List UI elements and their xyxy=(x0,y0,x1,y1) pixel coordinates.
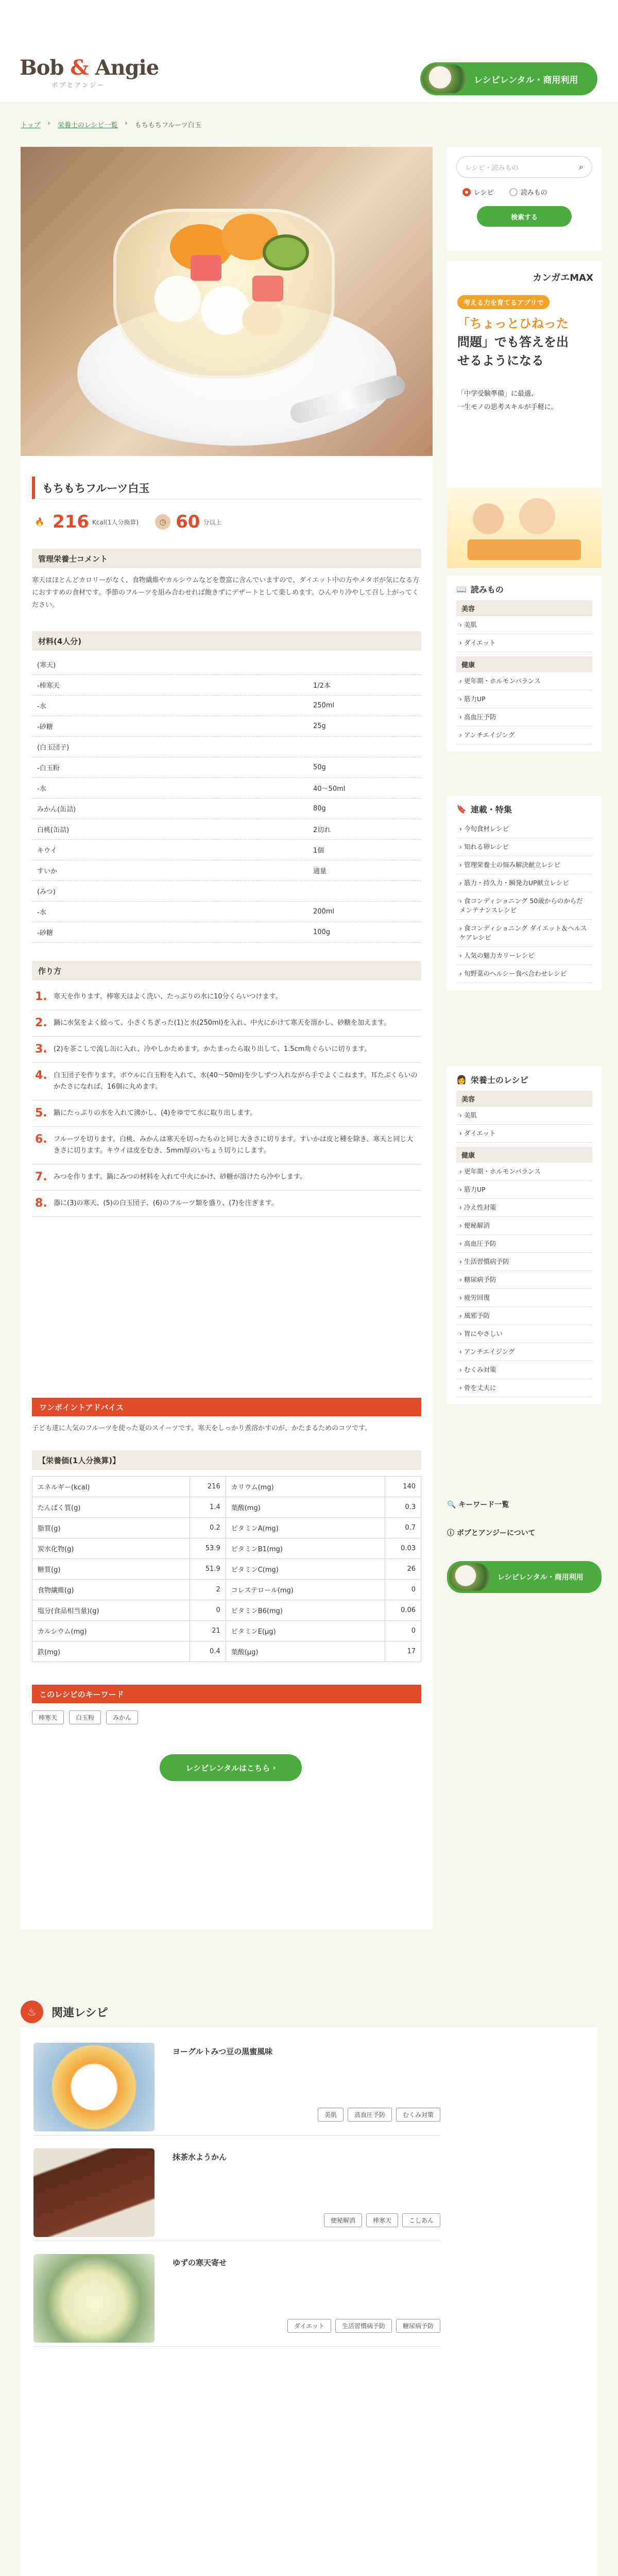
ingredient-amount: 50g xyxy=(313,764,326,771)
ingredient-name: すいか xyxy=(37,868,58,875)
step-text: 鍋に水気をよく絞って、小さくちぎった(1)と水(250ml)を入れ、中火にかけて寒天を溶かし、砂糖を加えます。 xyxy=(54,1019,391,1027)
radio-recipe[interactable]: レシピ xyxy=(462,187,494,197)
nutrition-label: カリウム(mg) xyxy=(226,1477,385,1497)
fire-icon: ♨ xyxy=(21,2001,43,2023)
step-number: 8. xyxy=(35,1197,47,1210)
sidebar-recipe-item[interactable]: › 疲労回復 xyxy=(456,1289,592,1307)
ingredient-amount: 25g xyxy=(313,722,326,730)
step-item xyxy=(32,1164,421,1191)
nutrition-value: 0.2 xyxy=(190,1518,226,1538)
ingredient-name: -砂糖 xyxy=(37,723,53,731)
nutrition-label: 鉄(mg) xyxy=(32,1641,190,1662)
sidebar-recipe-item[interactable]: › 高血圧予防 xyxy=(456,1235,592,1253)
comment-heading: 管理栄養士コメント xyxy=(32,549,421,568)
sidebar-article-item[interactable]: › 美肌 xyxy=(456,616,592,634)
related-tags xyxy=(287,2319,440,2333)
nutrition-value: 1.4 xyxy=(190,1497,226,1518)
rental-button[interactable]: レシピレンタルはこちら › xyxy=(160,1754,302,1781)
related-tag[interactable]: むくみ対策 xyxy=(396,2108,440,2122)
flame-icon: 🔥 xyxy=(35,517,45,527)
header-banner-label: レシピレンタル・商用利用 xyxy=(474,75,578,86)
nutrition-label: 炭水化物(g) xyxy=(32,1538,190,1559)
related-tags xyxy=(324,2213,440,2227)
sidebar-recipe-item[interactable]: › 骨を丈夫に xyxy=(456,1379,592,1397)
sidebar-series-item[interactable]: › 旬野菜のヘルシー食べ合わせレシピ xyxy=(456,965,592,983)
step-item xyxy=(32,1037,421,1063)
banner-food-image xyxy=(422,64,467,93)
time-unit: 分以上 xyxy=(203,518,222,526)
sidebar-series-item[interactable]: › 食コンディショニング ダイエット＆ヘルスケアレシピ xyxy=(456,920,592,947)
ingredient-amount: 100g xyxy=(313,928,331,936)
ingredient-amount: 1/2本 xyxy=(313,682,331,690)
step-item xyxy=(32,984,421,1010)
keyword-tag[interactable]: みかん xyxy=(106,1710,138,1724)
comment-text: 寒天はほとんどカロリーがなく、食物繊維やカルシウムなどを豊富に含んでいますので、ダイエット中の方やメタボが気になる方におすすめの食材です。季節のフルーツを組み合わせれば飽きずにデザートとして楽しめます。ひんやり冷やして召し上がってください。 xyxy=(32,577,419,609)
sidebar-series-item[interactable]: › 管理栄養士の悩み解決献立レシピ xyxy=(456,856,592,874)
nutrition-value: 0.06 xyxy=(385,1600,421,1621)
sidebar-recipe-item[interactable]: › むくみ対策 xyxy=(456,1361,592,1379)
ingredient-amount: 1個 xyxy=(313,847,324,855)
keywords-heading: このレシピのキーワード xyxy=(32,1685,421,1703)
related-item[interactable] xyxy=(33,2143,440,2241)
sidebar-article-item[interactable]: › 高血圧予防 xyxy=(456,708,592,726)
ingredient-list xyxy=(32,654,421,943)
related-image xyxy=(33,2254,154,2343)
info-icon: ⓘ xyxy=(447,1529,454,1537)
nutrition-value: 0 xyxy=(385,1621,421,1641)
step-text: 白玉団子を作ります。ボウルに白玉粉を入れて、水(40～50ml)を少しずつ入れながら手でよくこねます。耳たぶくらいのかたさになれば、16個に丸めます。 xyxy=(54,1072,418,1091)
nutrition-value: 21 xyxy=(190,1621,226,1641)
step-text: みつを作ります。鍋にみつの材料を入れて中火にかけ、砂糖が溶けたら冷やします。 xyxy=(54,1173,306,1181)
search-panel xyxy=(447,147,602,251)
banner-food-image xyxy=(449,1563,490,1591)
ingredient-row xyxy=(32,716,421,737)
kcal-value: 216 xyxy=(53,512,89,532)
sidebar-article-item[interactable]: › 更年期・ホルモンバランス xyxy=(456,672,592,690)
breadcrumb-current: もちもちフルーツ白玉 xyxy=(134,122,201,129)
nutrition-value: 140 xyxy=(385,1477,421,1497)
related-tag[interactable]: 便秘解消 xyxy=(324,2213,362,2227)
step-item xyxy=(32,1100,421,1127)
nutrition-value: 51.9 xyxy=(190,1559,226,1580)
nutrition-value: 0 xyxy=(190,1600,226,1621)
keyword-list xyxy=(32,1710,421,1724)
nutrition-row xyxy=(32,1600,421,1621)
nutrition-row xyxy=(32,1518,421,1538)
ingredient-name: -水 xyxy=(37,909,46,917)
nutrition-label: 糖質(g) xyxy=(32,1559,190,1580)
nutrition-value: 2 xyxy=(190,1580,226,1600)
dietitian-icon: 👩 xyxy=(456,1075,467,1084)
related-tags xyxy=(318,2108,440,2122)
ad-tag: 考える力を育てるアプリで xyxy=(457,295,550,309)
ingredient-row xyxy=(32,696,421,716)
logo-bob: Bob xyxy=(20,56,64,80)
ingredient-amount: 250ml xyxy=(313,702,335,709)
ingredient-row xyxy=(32,799,421,819)
related-image xyxy=(33,2043,154,2131)
sidebar-articles: 📖 読みもの 美容 › 美肌 › ダイエット 健康 › 更年期・ホルモンバランス › 筋力UP › 高血圧予防 › アンチエイジング xyxy=(447,576,602,752)
ingredient-row xyxy=(32,737,421,757)
sidebar-series-item[interactable]: › 知れる卵レシピ xyxy=(456,838,592,856)
ingredient-row xyxy=(32,819,421,840)
step-item xyxy=(32,1127,421,1164)
ingredient-amount: 80g xyxy=(313,805,326,812)
site-header xyxy=(0,0,618,103)
sidebar-rental-banner[interactable]: レシピレンタル・商用利用 xyxy=(447,1561,602,1593)
sidebar-article-item[interactable]: › アンチエイジング xyxy=(456,726,592,744)
clock-icon: ◷ xyxy=(155,514,170,530)
sidebar-series-item[interactable]: › 筋力・持久力・瞬発力UP献立レシピ xyxy=(456,874,592,892)
site-logo[interactable] xyxy=(20,56,159,89)
ingredient-row xyxy=(32,778,421,799)
related-tag[interactable]: こしあん xyxy=(402,2213,440,2227)
nutrition-row xyxy=(32,1621,421,1641)
step-text: 鍋にたっぷりの水を入れて沸かし、(4)をゆでて水に取り出します。 xyxy=(54,1109,257,1117)
nutrition-label: 脂質(g) xyxy=(32,1518,190,1538)
sidebar-recipe-item[interactable]: › 美肌 xyxy=(456,1107,592,1125)
ad-line-2: 問題」でも答えを出 xyxy=(457,335,569,349)
nutrition-value: 0.7 xyxy=(385,1518,421,1538)
nutrition-label: 食物繊維(g) xyxy=(32,1580,190,1600)
sidebar-recipe-item[interactable]: › 更年期・ホルモンバランス xyxy=(456,1163,592,1181)
nutrition-row xyxy=(32,1559,421,1580)
ad-brand: カンガエMAX xyxy=(533,273,593,283)
sidebar-recipe-item[interactable]: › 生活習慣病予防 xyxy=(456,1253,592,1271)
breadcrumb: トップ › 栄養士のレシピ一覧 › もちもちフルーツ白玉 xyxy=(21,120,201,129)
sidebar-recipe-item[interactable]: › 筋力UP xyxy=(456,1181,592,1199)
advice-text: 子ども達に人気のフルーツを使った夏のスイーツです。寒天をしっかり煮溶かすのが、かたまるためのコツです。 xyxy=(32,1425,372,1432)
about-link[interactable]: ⓘ ボブとアンジーについて xyxy=(447,1529,536,1537)
logo-amp: & xyxy=(70,56,89,80)
logo-angie: Angie xyxy=(95,56,159,80)
related-item[interactable] xyxy=(33,2249,440,2347)
nutrition-row xyxy=(32,1580,421,1600)
nutrition-label: ビタミンE(μg) xyxy=(226,1621,385,1641)
ingredient-amount: 2切れ xyxy=(313,826,331,834)
ingredient-name: (白玉団子) xyxy=(37,744,70,752)
nutrition-row xyxy=(32,1477,421,1497)
sidebar-recipe-item[interactable]: › 冷え性対策 xyxy=(456,1199,592,1217)
search-button[interactable]: 検索する xyxy=(477,206,572,227)
step-number: 7. xyxy=(35,1171,47,1183)
sidebar-article-item[interactable]: › ダイエット xyxy=(456,634,592,652)
step-number: 5. xyxy=(35,1107,47,1120)
nutrition-label: 塩分(食品相当量)(g) xyxy=(32,1600,190,1621)
ingredient-name: 白桃(缶詰) xyxy=(37,826,70,834)
nutrition-label: コレステロール(mg) xyxy=(226,1580,385,1600)
related-tag[interactable]: ダイエット xyxy=(287,2319,331,2333)
ingredient-name: -砂糖 xyxy=(37,929,53,937)
header-rental-banner[interactable] xyxy=(420,62,597,95)
related-heading: 関連レシピ xyxy=(52,2006,108,2020)
sidebar-article-item[interactable]: › 筋力UP xyxy=(456,690,592,708)
logo-subtitle: ボブとアンジー xyxy=(52,81,106,89)
sidebar-recipe-item[interactable]: › 胃にやさしい xyxy=(456,1325,592,1343)
nutrition-row xyxy=(32,1641,421,1662)
ingredient-name: -白玉粉 xyxy=(37,765,60,772)
keyword-tag[interactable]: 棒寒天 xyxy=(32,1710,64,1724)
sidebar-series: 🔖 連載・特集 › 今旬食材レシピ › 知れる卵レシピ › 管理栄養士の悩み解決献立レシピ › 筋力・持久力・瞬発力UP献立レシピ › 食コンディショニング 50歳からのからだメンテナンスレシピ › 食コンディショニング ダイエット＆ヘルスケアレシピ › 人気の魅力カリーレシピ › 旬野菜のヘルシー食べ合わせレシピ xyxy=(447,796,602,990)
step-text: (2)を茶こしで流し缶に入れ、冷やしかためます。かたまったら取り出して、1.5cm角ぐらいに切ります。 xyxy=(54,1045,371,1053)
step-number: 6. xyxy=(35,1133,47,1146)
sidebar-recipe-item[interactable]: › 風邪予防 xyxy=(456,1307,592,1325)
sidebar-recipe-item[interactable]: › 糖尿病予防 xyxy=(456,1271,592,1289)
ingredient-name: -棒寒天 xyxy=(37,682,60,690)
nutrition-row xyxy=(32,1538,421,1559)
ingredient-amount: 適量 xyxy=(313,868,327,875)
ingredient-name: キウイ xyxy=(37,847,57,855)
search-input[interactable]: レシピ・読みもの ⌕ xyxy=(456,156,592,178)
ingredient-row xyxy=(32,654,421,675)
kcal-unit: Kcal(1人分換算) xyxy=(92,518,139,526)
sidebar-recipe-item[interactable]: › ダイエット xyxy=(456,1125,592,1143)
recipe-summary xyxy=(32,509,421,535)
ingredient-name: (みつ) xyxy=(37,888,56,896)
recipe-title: もちもちフルーツ白玉 xyxy=(32,477,421,499)
ingredient-name: みかん(缶詰) xyxy=(37,806,76,814)
related-item[interactable] xyxy=(33,2038,440,2136)
ad-note-1: 「中学受験準備」に最適、 xyxy=(457,390,538,398)
step-item xyxy=(32,1063,421,1100)
nutrition-value: 216 xyxy=(190,1477,226,1497)
breadcrumb-list[interactable]: 栄養士のレシピ一覧 xyxy=(57,122,118,129)
ingredient-row xyxy=(32,840,421,860)
nutrition-label: カルシウム(mg) xyxy=(32,1621,190,1641)
recipe-photo xyxy=(21,147,433,456)
nutrition-heading: 【栄養価(1人分換算)】 xyxy=(32,1450,421,1470)
sidebar-series-item[interactable]: › 今旬食材レシピ xyxy=(456,820,592,838)
search-icon[interactable]: ⌕ xyxy=(579,162,583,172)
ingredient-row xyxy=(32,922,421,943)
related-tag[interactable]: 高血圧予防 xyxy=(348,2108,392,2122)
ad-illustration xyxy=(447,488,602,568)
nutrition-label: エネルギー(kcal) xyxy=(32,1477,190,1497)
related-recipes xyxy=(21,2006,597,2576)
nutrition-value: 0.3 xyxy=(385,1497,421,1518)
step-item xyxy=(32,1191,421,1217)
keyword-list-link[interactable]: 🔍 キーワード一覧 xyxy=(447,1501,509,1509)
nutrition-value: 0.03 xyxy=(385,1538,421,1559)
recipe-main xyxy=(21,147,433,1929)
nutrition-table-wrap xyxy=(32,1476,421,1662)
ad-note-2: 一生モノの思考スキルが手軽に。 xyxy=(457,403,558,411)
sidebar-recipes: 👩 栄養士のレシピ 美容 › 美肌 › ダイエット 健康 › 更年期・ホルモンバランス › 筋力UP › 冷え性対策 › 便秘解消 › 高血圧予防 › 生活習慣病予防 › 糖尿病予防 › 疲労回復 › 風邪予防 › 胃にやさしい › アンチエイジング › むくみ対策 › 骨を丈夫に xyxy=(447,1066,602,1404)
keyword-tag[interactable]: 白玉粉 xyxy=(69,1710,101,1724)
sidebar-ad[interactable] xyxy=(447,261,602,568)
nutrition-label: ビタミンB1(mg) xyxy=(226,1538,385,1559)
ad-line-1: 「ちょっとひねった xyxy=(457,316,569,331)
ingredient-row xyxy=(32,860,421,881)
step-list xyxy=(32,984,421,1217)
related-tag[interactable]: 美肌 xyxy=(318,2108,344,2122)
step-number: 1. xyxy=(35,990,47,1003)
ingredient-row xyxy=(32,881,421,902)
step-number: 2. xyxy=(35,1016,47,1029)
ingredients-heading: 材料(4人分) xyxy=(32,631,421,651)
book-icon: 📖 xyxy=(456,584,467,594)
time-value: 60 xyxy=(176,512,200,532)
ingredient-amount: 200ml xyxy=(313,908,335,916)
nutrition-value: 26 xyxy=(385,1559,421,1580)
related-tag[interactable]: 糖尿病予防 xyxy=(396,2319,440,2333)
ingredient-row xyxy=(32,675,421,696)
steps-heading: 作り方 xyxy=(32,961,421,980)
related-title[interactable]: ゆずの寒天寄せ xyxy=(173,2258,227,2267)
radio-article[interactable]: 読みもの xyxy=(509,187,547,197)
nutrition-label: たんぱく質(g) xyxy=(32,1497,190,1518)
step-text: 器に(3)の寒天、(5)の白玉団子、(6)のフルーツ類を盛り、(7)を注ぎます。 xyxy=(54,1199,278,1207)
nutrition-label: 葉酸(μg) xyxy=(226,1641,385,1662)
series-icon: 🔖 xyxy=(456,804,467,814)
nutrition-label: 葉酸(mg) xyxy=(226,1497,385,1518)
ingredient-name: -水 xyxy=(37,703,46,710)
sidebar-series-item[interactable]: › 人気の魅力カリーレシピ xyxy=(456,947,592,965)
related-tag[interactable]: 棒寒天 xyxy=(366,2213,398,2227)
step-text: 寒天を作ります。棒寒天はよく洗い、たっぷりの水に10分くらいつけます。 xyxy=(54,993,282,1001)
ingredient-amount: 40～50ml xyxy=(313,785,346,793)
related-tag[interactable]: 生活習慣病予防 xyxy=(335,2319,392,2333)
nutrition-label: ビタミンB6(mg) xyxy=(226,1600,385,1621)
sidebar-series-item[interactable]: › 食コンディショニング 50歳からのからだメンテナンスレシピ xyxy=(456,892,592,920)
ingredient-name: (寒天) xyxy=(37,662,56,669)
ingredient-row xyxy=(32,902,421,922)
sidebar-recipe-item[interactable]: › 便秘解消 xyxy=(456,1217,592,1235)
nutrition-value: 0 xyxy=(385,1580,421,1600)
related-title[interactable]: 抹茶水ようかん xyxy=(173,2153,227,2162)
related-title[interactable]: ヨーグルトみつ豆の黒蜜風味 xyxy=(173,2047,273,2056)
step-number: 3. xyxy=(35,1043,47,1056)
related-image xyxy=(33,2148,154,2237)
ingredient-name: -水 xyxy=(37,785,46,793)
nutrition-label: ビタミンC(mg) xyxy=(226,1559,385,1580)
nutrition-value: 53.9 xyxy=(190,1538,226,1559)
nutrition-value: 17 xyxy=(385,1641,421,1662)
ad-line-3: せるようになる xyxy=(457,353,544,368)
nutrition-row xyxy=(32,1497,421,1518)
advice-heading: ワンポイントアドバイス xyxy=(32,1398,421,1416)
nutrition-table xyxy=(32,1476,421,1662)
breadcrumb-top[interactable]: トップ xyxy=(21,122,41,129)
sidebar-recipe-item[interactable]: › アンチエイジング xyxy=(456,1343,592,1361)
step-text: フルーツを切ります。白桃、みかんは寒天を切ったものと同じ大きさに切ります。すいかは皮と種を除き、寒天と同じ大きさに切ります。キウイは皮をむき、5mm厚のいちょう切りにします。 xyxy=(54,1136,414,1155)
search-icon: 🔍 xyxy=(447,1501,456,1509)
nutrition-value: 0.4 xyxy=(190,1641,226,1662)
ingredient-row xyxy=(32,757,421,778)
nutrition-label: ビタミンA(mg) xyxy=(226,1518,385,1538)
step-number: 4. xyxy=(35,1069,47,1082)
step-item xyxy=(32,1010,421,1037)
